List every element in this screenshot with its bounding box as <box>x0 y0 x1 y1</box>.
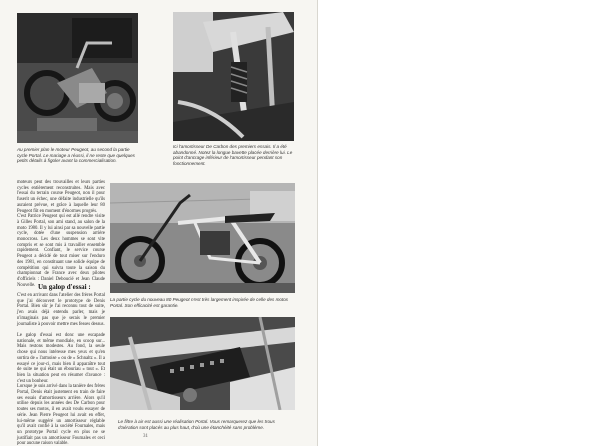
photo-air-filter <box>110 317 295 410</box>
caption-photo-airfilter: Le filtre à air est aussi une réalisation Portal. Vous remarquerez que les trous d'aération sont placés au plus haut, d'où une étanchéité sans problème. <box>118 419 275 430</box>
column-lower-text: Le galop d'essai est donc une escapade nationale, et même mondiale, en scoop sur... Mais restons modestes. Au fond, la seule chose qui nous intéresse mes yeux et qu'en sortira de « l'armoise » ou de « Schnaltz ». Il a essayé ce jour-ci, mais bien il apparaître tout de suite ne qui était un ébouriau « tout ». Et bien la situation peut en résumer d'avance : c'est un bonheur. Lorsque je suis arrivé dans la tanière des frères Portal, Denis était justement en train de faire ses essais d'amortisseurs arrière. Alors qu'il utilise depuis les années des De Carbon pour toutes ses motos, il en avait voulu essayer de série. Jean Pierre Peugeot lui avait en effet, lui-même suggéré un amortisseur réglable qu'il avait confié à la société Fournales, mais un prototype Portal cycle en plus ne se justifiait pas un amortisseur Fournales et ceci pour aucune raison valable. <box>17 333 105 447</box>
photo-peugeot-80 <box>110 183 295 293</box>
caption-photo-peugeot: La partie cycle du nouveau 80 Peugeot n'est très largement inspirée de celle des motos Portal. Son efficacité est garantie. <box>110 297 289 308</box>
caption-photo-shock: Ici l'amortisseur De Carbon des premiers essais. Il a été abandonné. Notez la longue bavette placée derrière lui. Le point d'ancrage inférieur de l'amortisseur pendant son fonctionnement. <box>173 144 293 166</box>
caption-photo-engine: Au premier plan le moteur Peugeot, au second la partie cycle Portal. Le mariage a réussi, il ne reste que quelques petits détails à figoler avant la commercialisation. <box>17 147 135 164</box>
photo-shock-absorber <box>173 12 294 141</box>
column-galop-text: C'est en arrivant dans l'atelier des frères Portal que j'ai découvert le prototype de Denis Portal. Bien sûr je l'ai reconnu tout de suite, j'en avais déjà entendu parler, mais je n'imaginais pas que je serais le premier journaliste à pouvoir mettre mes fesses dessus. <box>17 293 105 327</box>
section-heading: Un galop d'essai : <box>38 283 91 291</box>
page-number: 31 <box>143 434 148 439</box>
column-intro-text: moteurs peut des trouvailles et leurs parties cycles entièrement reconstruites. Mais avec l'essai du terrain course Peugeot, non il pour fuserit un échec, une défaite industrielle qu'ils auraient prévue, et grâce à laquelle leur 80 Peugeot fût en moment d'énormes progrès. C'est Patrice Peugeot qui est allé rendre visite à Gilles Portal, son ami stand, au salon de la moto 1980. Il y lui ainsi par sa nouvelle partie cycle, dotée d'une suspension arrière monocross. Les deux hommes se sont vite compris et se sont mis à travailler ensemble rapidement. Confiant, le service course Peugeot a décidé de tout miser sur l'enduro des 1981, en constituant une solide équipe de compétition qui suivra toute la saison du championnat de France avec deux pilotes d'officiels : Daniel Deboucié et Jean Claude Nouvelle. <box>17 180 105 288</box>
photo-engine-frame <box>17 13 138 143</box>
